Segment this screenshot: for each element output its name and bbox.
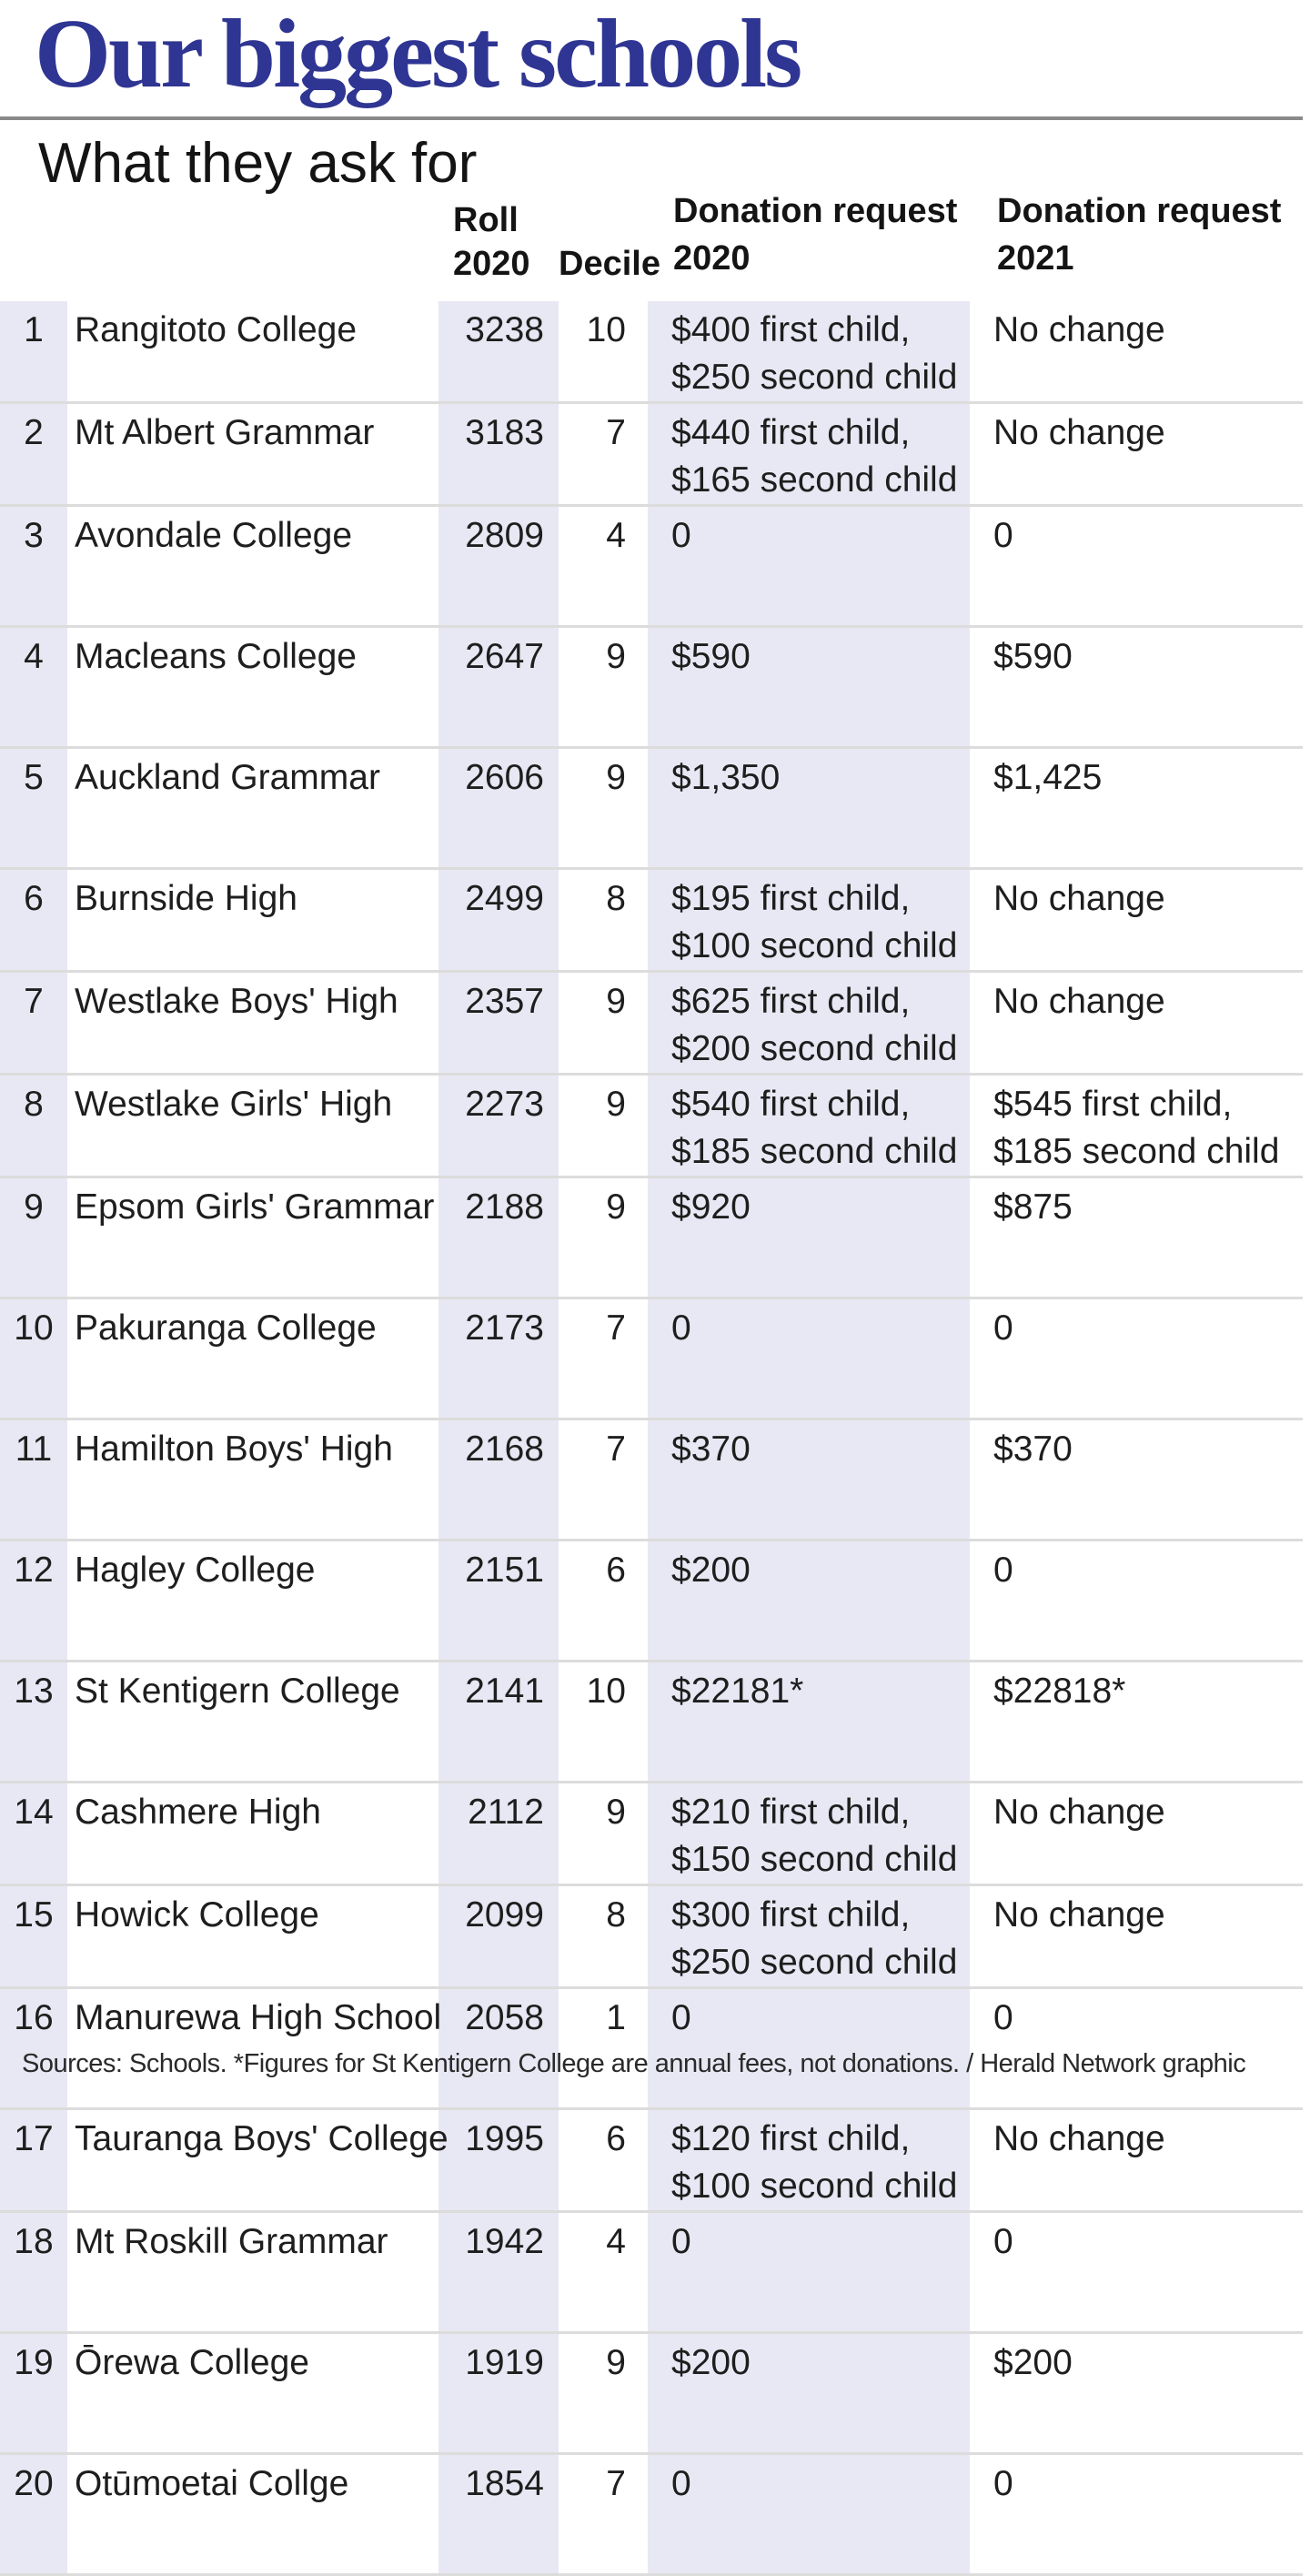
table-row (0, 2454, 1303, 2575)
rank-cell: 18 (0, 2212, 67, 2333)
donation-2020-line: $165 second child (671, 460, 958, 500)
donation-2020-line: $625 first child, (671, 982, 911, 1021)
decile-cell: 7 (559, 1419, 648, 1541)
decile-cell: 6 (559, 2109, 648, 2212)
donation-2021-line: No change (993, 1895, 1165, 1935)
donation-2021-line: $370 (993, 1429, 1073, 1469)
school-name-cell: St Kentigern College (67, 1662, 438, 1783)
decile-cell: 1 (559, 1988, 648, 2109)
donation-2021-line: $22818* (993, 1672, 1126, 1711)
roll-cell: 2058 (438, 1988, 559, 2109)
roll-cell: 2188 (438, 1177, 559, 1298)
roll-cell: 2606 (438, 748, 559, 869)
page-title: Our biggest schools (35, 0, 801, 108)
rank-cell: 6 (0, 869, 67, 972)
donation-2021-cell (970, 2212, 1303, 2333)
table-row (0, 1783, 1303, 1885)
table-row (0, 972, 1303, 1075)
roll-cell: 2357 (438, 972, 559, 1075)
decile-cell: 7 (559, 2454, 648, 2575)
donation-2020-line: 0 (671, 516, 691, 555)
roll-cell: 2099 (438, 1885, 559, 1988)
rank-cell: 7 (0, 972, 67, 1075)
roll-cell: 2273 (438, 1075, 559, 1177)
donation-2020-line: $100 second child (671, 926, 958, 965)
donation-2021-cell (970, 627, 1303, 748)
table-row (0, 2109, 1303, 2212)
decile-cell: 9 (559, 627, 648, 748)
roll-cell: 2499 (438, 869, 559, 972)
donation-2021-cell (970, 506, 1303, 627)
school-name-cell: Avondale College (67, 506, 438, 627)
decile-cell: 4 (559, 506, 648, 627)
donation-2021-line: No change (993, 1793, 1165, 1832)
donation-2021-line: No change (993, 2119, 1165, 2158)
donation-2020-line: $250 second child (671, 1943, 958, 1982)
donation-2021-cell (970, 1783, 1303, 1885)
roll-cell: 2112 (438, 1783, 559, 1885)
decile-cell: 8 (559, 1885, 648, 1988)
school-name-cell: Mt Albert Grammar (67, 403, 438, 506)
donation-2020-cell (648, 1541, 970, 1662)
table-row (0, 2333, 1303, 2454)
roll-cell: 3238 (438, 301, 559, 403)
donation-2021-line: 0 (993, 2464, 1013, 2503)
donation-2020-cell (648, 869, 970, 972)
decile-cell: 9 (559, 748, 648, 869)
donation-2021-cell (970, 1075, 1303, 1177)
school-name-cell: Hamilton Boys' High (67, 1419, 438, 1541)
header-donation-2020-line1: Donation request (673, 192, 958, 230)
donation-2020-line: 0 (671, 2464, 691, 2503)
donation-2020-cell (648, 2333, 970, 2454)
donation-2020-cell (648, 1419, 970, 1541)
table-row (0, 403, 1303, 506)
donation-2020-cell (648, 1177, 970, 1298)
header-donation-2021-line1: Donation request (997, 192, 1282, 230)
school-name-cell: Rangitoto College (67, 301, 438, 403)
rank-cell: 5 (0, 748, 67, 869)
decile-cell: 10 (559, 1662, 648, 1783)
donation-2021-line: No change (993, 310, 1165, 349)
donation-2021-line: 0 (993, 1998, 1013, 2037)
donation-2021-cell (970, 2333, 1303, 2454)
donation-2020-cell (648, 2454, 970, 2575)
donation-2020-line: $22181* (671, 1672, 804, 1711)
donation-2020-line: $1,350 (671, 758, 781, 797)
header-roll-line2: 2020 (453, 245, 530, 283)
school-name-cell: Manurewa High School (67, 1988, 438, 2109)
rank-cell: 4 (0, 627, 67, 748)
donation-2021-cell (970, 1541, 1303, 1662)
decile-cell: 7 (559, 403, 648, 506)
donation-2020-line: $440 first child, (671, 413, 911, 452)
rank-cell: 12 (0, 1541, 67, 1662)
title-divider (0, 116, 1303, 120)
roll-cell: 1854 (438, 2454, 559, 2575)
header-donation-2020-line2: 2020 (673, 239, 751, 278)
roll-cell: 1919 (438, 2333, 559, 2454)
sources-footnote: Sources: Schools. *Figures for St Kentigern College are annual fees, not donations. / Herald Network graphic (22, 2049, 1246, 2078)
table-row (0, 1177, 1303, 1298)
table-row (0, 1298, 1303, 1419)
donation-2021-cell (970, 869, 1303, 972)
decile-cell: 9 (559, 1075, 648, 1177)
donation-2020-line: $370 (671, 1429, 751, 1469)
donation-2020-line: $195 first child, (671, 879, 911, 918)
table-row (0, 869, 1303, 972)
rank-cell: 10 (0, 1298, 67, 1419)
donation-2021-cell (970, 301, 1303, 403)
donation-2020-cell (648, 627, 970, 748)
table-row (0, 1662, 1303, 1783)
roll-cell: 2141 (438, 1662, 559, 1783)
donation-2021-cell (970, 2109, 1303, 2212)
donation-2021-line: $590 (993, 637, 1073, 676)
school-name-cell: Epsom Girls' Grammar (67, 1177, 438, 1298)
table-row (0, 506, 1303, 627)
donation-2020-cell (648, 748, 970, 869)
donation-2020-line: $250 second child (671, 358, 958, 397)
rank-cell: 11 (0, 1419, 67, 1541)
donation-2021-cell (970, 403, 1303, 506)
school-name-cell: Burnside High (67, 869, 438, 972)
roll-cell: 1942 (438, 2212, 559, 2333)
header-decile: Decile (559, 245, 660, 283)
donation-2020-cell (648, 972, 970, 1075)
donation-2020-cell (648, 1885, 970, 1988)
roll-cell: 2647 (438, 627, 559, 748)
school-name-cell: Macleans College (67, 627, 438, 748)
donation-2020-line: 0 (671, 1308, 691, 1348)
donation-2021-cell (970, 1419, 1303, 1541)
donation-2021-line: $545 first child, (993, 1085, 1233, 1124)
rank-cell: 19 (0, 2333, 67, 2454)
rank-cell: 3 (0, 506, 67, 627)
decile-cell: 4 (559, 2212, 648, 2333)
school-name-cell: Tauranga Boys' College (67, 2109, 438, 2212)
decile-cell: 8 (559, 869, 648, 972)
donation-2020-line: $100 second child (671, 2167, 958, 2206)
donation-2020-line: $150 second child (671, 1840, 958, 1879)
donation-2020-cell (648, 403, 970, 506)
donation-2021-line: 0 (993, 2222, 1013, 2261)
header-roll-line1: Roll (453, 201, 519, 239)
rank-cell: 17 (0, 2109, 67, 2212)
donation-2020-cell (648, 2212, 970, 2333)
decile-cell: 9 (559, 1783, 648, 1885)
roll-cell: 3183 (438, 403, 559, 506)
donation-2021-cell (970, 1885, 1303, 1988)
donation-2020-cell (648, 2109, 970, 2212)
rank-cell: 8 (0, 1075, 67, 1177)
donation-2020-line: $200 (671, 2343, 751, 2382)
decile-cell: 9 (559, 972, 648, 1075)
decile-cell: 9 (559, 1177, 648, 1298)
donation-2021-line: 0 (993, 1308, 1013, 1348)
roll-cell: 2151 (438, 1541, 559, 1662)
donation-2021-line: No change (993, 879, 1165, 918)
table-row (0, 1075, 1303, 1177)
rank-cell: 14 (0, 1783, 67, 1885)
decile-cell: 6 (559, 1541, 648, 1662)
donation-2021-cell (970, 1662, 1303, 1783)
donation-2020-cell (648, 1662, 970, 1783)
roll-cell: 2168 (438, 1419, 559, 1541)
school-name-cell: Otūmoetai Collge (67, 2454, 438, 2575)
table-row (0, 748, 1303, 869)
table-row (0, 1419, 1303, 1541)
donation-2020-line: $590 (671, 637, 751, 676)
roll-cell: 2173 (438, 1298, 559, 1419)
donation-2021-line: $1,425 (993, 758, 1103, 797)
donation-2021-line: $200 (993, 2343, 1073, 2382)
donation-2020-cell (648, 1783, 970, 1885)
school-name-cell: Westlake Girls' High (67, 1075, 438, 1177)
donation-2020-line: $400 first child, (671, 310, 911, 349)
table-row (0, 1885, 1303, 1988)
donation-2020-line: $185 second child (671, 1132, 958, 1171)
donation-2021-line: No change (993, 982, 1165, 1021)
table-row (0, 627, 1303, 748)
rank-cell: 15 (0, 1885, 67, 1988)
donation-2020-line: $920 (671, 1187, 751, 1227)
donation-2020-line: $540 first child, (671, 1085, 911, 1124)
donation-2020-line: $210 first child, (671, 1793, 911, 1832)
donation-2020-line: $200 second child (671, 1029, 958, 1068)
donation-2021-cell (970, 1177, 1303, 1298)
donation-2021-cell (970, 748, 1303, 869)
rank-cell: 16 (0, 1988, 67, 2109)
decile-cell: 10 (559, 301, 648, 403)
donation-2020-line: 0 (671, 2222, 691, 2261)
donation-2020-cell (648, 1298, 970, 1419)
donation-2020-line: 0 (671, 1998, 691, 2037)
school-name-cell: Pakuranga College (67, 1298, 438, 1419)
school-name-cell: Ōrewa College (67, 2333, 438, 2454)
decile-cell: 7 (559, 1298, 648, 1419)
donation-2021-cell (970, 972, 1303, 1075)
table-row (0, 2212, 1303, 2333)
decile-cell: 9 (559, 2333, 648, 2454)
donation-2021-cell (970, 1298, 1303, 1419)
donation-2020-cell (648, 506, 970, 627)
rank-cell: 1 (0, 301, 67, 403)
rank-cell: 2 (0, 403, 67, 506)
rank-cell: 9 (0, 1177, 67, 1298)
donation-2020-line: $300 first child, (671, 1895, 911, 1935)
table-row (0, 1541, 1303, 1662)
donation-2021-line: 0 (993, 1551, 1013, 1590)
donation-2021-line: No change (993, 413, 1165, 452)
roll-cell: 1995 (438, 2109, 559, 2212)
donation-2020-cell (648, 301, 970, 403)
table-row (0, 301, 1303, 403)
donation-2021-line: $185 second child (993, 1132, 1280, 1171)
roll-cell: 2809 (438, 506, 559, 627)
donation-2021-line: 0 (993, 516, 1013, 555)
rank-cell: 20 (0, 2454, 67, 2575)
school-name-cell: Mt Roskill Grammar (67, 2212, 438, 2333)
header-donation-2021-line2: 2021 (997, 239, 1074, 278)
donation-2020-line: $120 first child, (671, 2119, 911, 2158)
donation-2021-cell (970, 2454, 1303, 2575)
page-subtitle: What they ask for (38, 132, 478, 195)
donation-2020-line: $200 (671, 1551, 751, 1590)
rank-cell: 13 (0, 1662, 67, 1783)
school-name-cell: Westlake Boys' High (67, 972, 438, 1075)
school-name-cell: Howick College (67, 1885, 438, 1988)
school-name-cell: Auckland Grammar (67, 748, 438, 869)
donation-2021-line: $875 (993, 1187, 1073, 1227)
school-name-cell: Cashmere High (67, 1783, 438, 1885)
schools-table (0, 301, 1303, 2576)
donation-2020-cell (648, 1075, 970, 1177)
school-name-cell: Hagley College (67, 1541, 438, 1662)
